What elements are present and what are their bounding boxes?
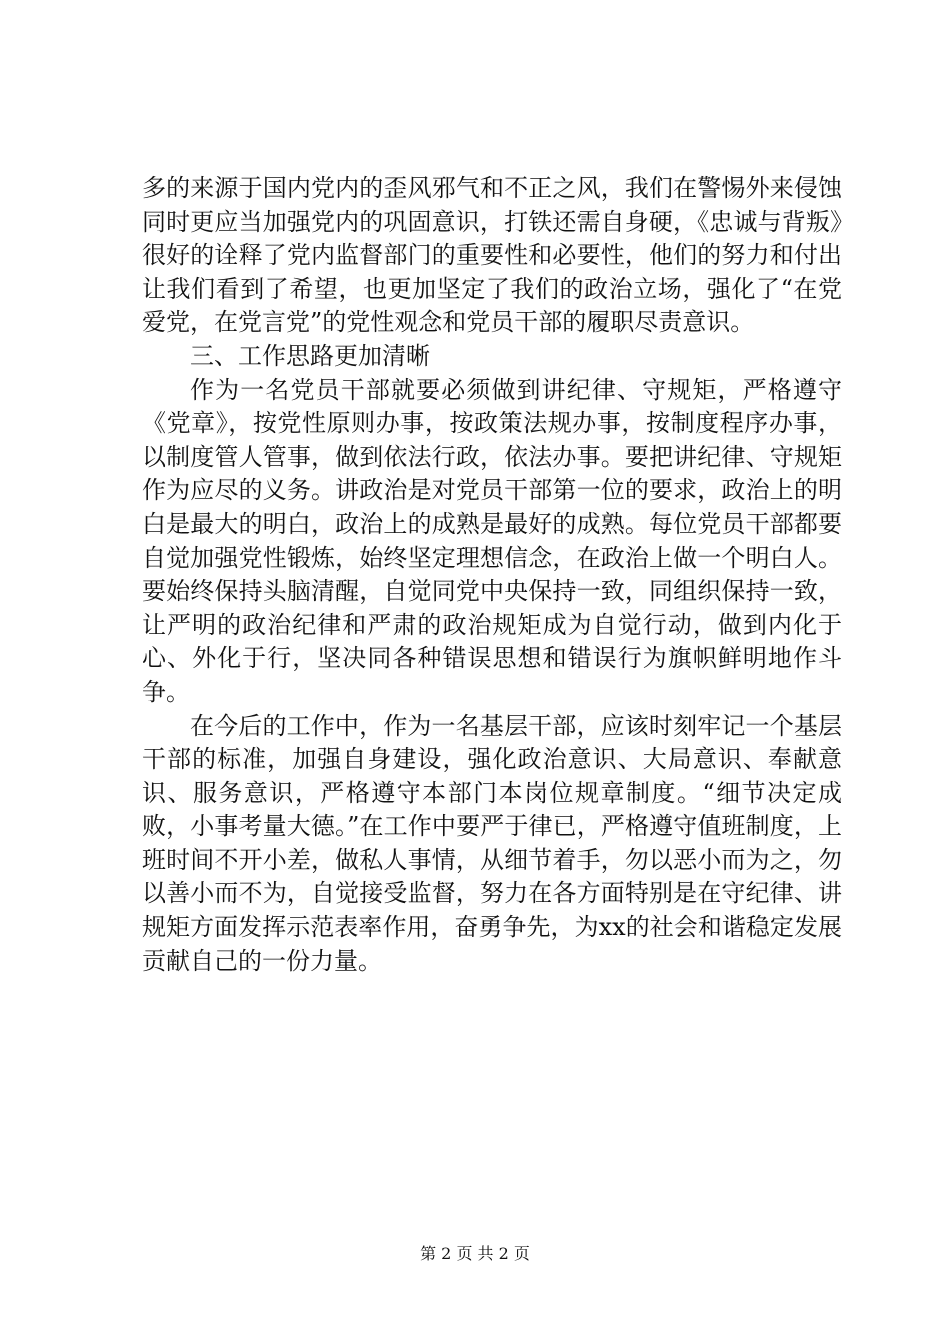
paragraph: 作为一名党员干部就要必须做到讲纪律、守规矩，严格遵守《党章》，按党性原则办事，按政策法规办事，按制度程序办事，以制度管人管事，做到依法行政，依法办事。要把讲纪律、守规矩作为应尽的义务。讲政治是对党员干部第一位的要求，政治上的明白是最大的明白，政治上的成熟是最好的成熟。每位党员干部都要自觉加强党性锻炼，始终坚定理想信念，在政治上做一个明白人。要始终保持头脑清醒，自觉同党中央保持一致，同组织保持一致，让严明的政治纪律和严肃的政治规矩成为自觉行动，做到内化于心、外化于行，坚决同各种错误思想和错误行为旗帜鲜明地作斗争。	[142, 375, 842, 706]
paragraph-continuation: 多的来源于国内党内的歪风邪气和不正之风，我们在警惕外来侵蚀同时更应当加强党内的巩固意识，打铁还需自身硬，《忠诚与背叛》很好的诠释了党内监督部门的重要性和必要性，他们的努力和付出让我们看到了希望，也更加坚定了我们的政治立场，强化了“在党爱党，在党言党”的党性观念和党员干部的履职尽责意识。	[142, 174, 842, 337]
document-body	[142, 172, 842, 978]
paragraph: 在今后的工作中，作为一名基层干部，应该时刻牢记一个基层干部的标准，加强自身建设，强化政治意识、大局意识、奉献意识、服务意识，严格遵守本部门本岗位规章制度。“细节决定成败，小事考量大德。”在工作中要严于律已，严格遵守值班制度，上班时间不开小差，做私人事情，从细节着手，勿以恶小而为之，勿以善小而不为，自觉接受监督，努力在各方面特别是在守纪律、讲规矩方面发挥示范表率作用，奋勇争先，为xx的社会和谐稳定发展贡献自己的一份力量。	[142, 711, 842, 975]
page-footer: 第 2 页 共 2 页	[420, 1244, 530, 1263]
section-heading: 三、工作思路更加清晰	[190, 341, 430, 370]
